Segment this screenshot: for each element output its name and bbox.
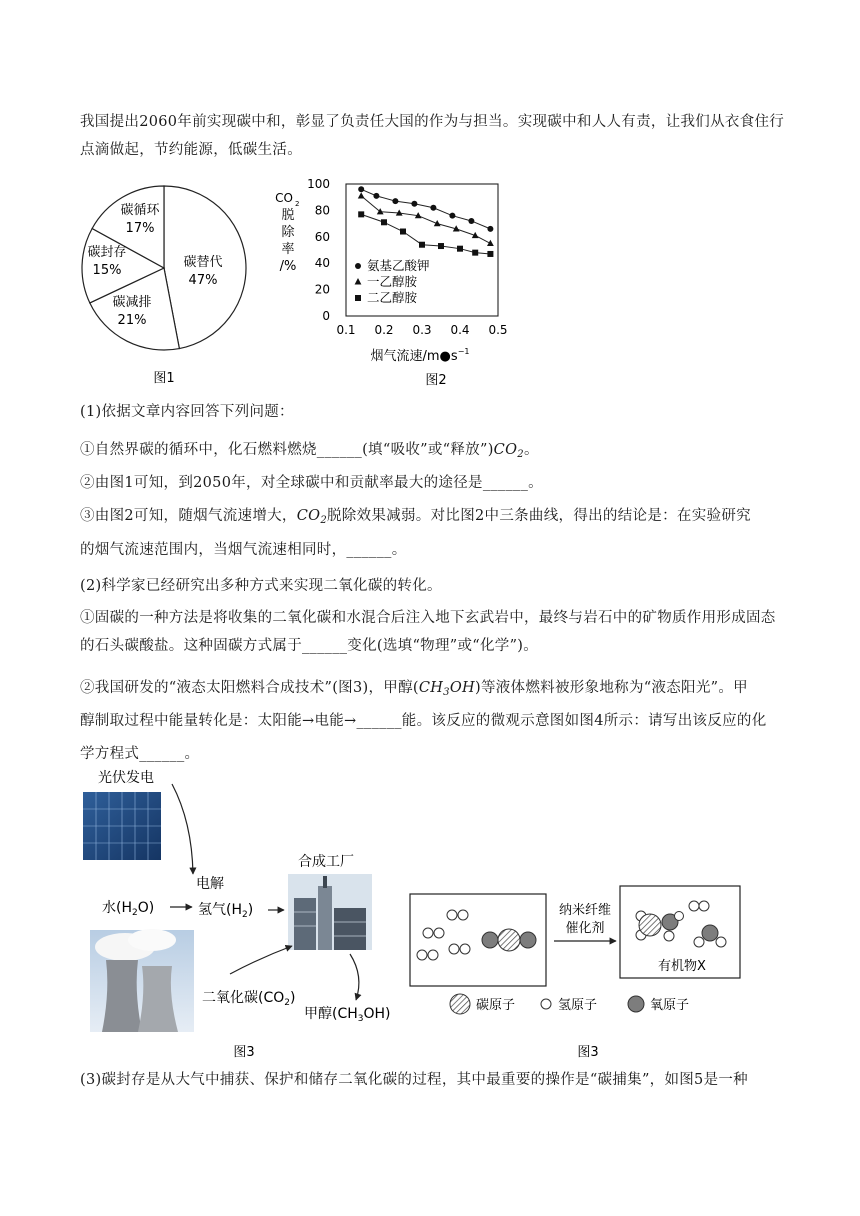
q2-item-b-line3: 学方程式______。 xyxy=(80,746,200,762)
q2-heading: (2)科学家已经研究出多种方式来实现二氧化碳的转化。 xyxy=(80,578,442,594)
fig3-hydrogen-label: 氢气$(H_2)$ xyxy=(198,902,254,920)
fig2-ylabel xyxy=(275,191,299,274)
fig2-point-square xyxy=(487,251,493,257)
legend-oxygen: 氧原子 xyxy=(650,998,690,1013)
cooling-tower-icon xyxy=(90,929,194,1032)
intro-paragraph: 我国提出2060年前实现碳中和，彰显了负责任大国的作为与担当。实现碳中和人人有责，让我们从衣食住行点滴做起，节约能源，低碳生活。 xyxy=(80,114,785,158)
fig2-point-circle xyxy=(487,226,493,232)
fig4-reaction-diagram xyxy=(404,878,750,1064)
fig2-ylabel-char: 除 xyxy=(281,225,295,240)
q1-item-c-line2: 的烟气流速范围内，当烟气流速相同时，______。 xyxy=(80,542,407,558)
q1-item-b: ②由图1可知，到2050年，对全球碳中和贡献率最大的途径是______。 xyxy=(80,475,543,491)
fig2-point-square xyxy=(381,219,387,225)
fig3-process-diagram xyxy=(80,762,420,1062)
fig4-product-label: 有机物X xyxy=(658,959,706,974)
fig2-caption: 图2 xyxy=(425,373,447,388)
q1-item-c-line1: ③由图2可知，随烟气流速增大，$CO_2$脱除效果减弱。对比图2中三条曲线，得出的结论是：在实验研究 xyxy=(80,508,751,526)
fig2-legend-marker xyxy=(355,295,361,301)
fig2-ytick: 80 xyxy=(314,203,330,218)
fig4-catalyst-label-1: 纳米纤维 xyxy=(558,903,612,918)
fig2-xtick: 0.5 xyxy=(488,323,508,337)
legend-hydrogen: 氢原子 xyxy=(558,998,598,1013)
fig2-point-square xyxy=(400,229,406,235)
fig3-methanol-label: 甲醇$(CH_3OH)$ xyxy=(304,1006,391,1024)
fig2-point-square xyxy=(457,246,463,252)
fig4-catalyst-label-2: 催化剂 xyxy=(565,921,605,936)
legend-carbon: 碳原子 xyxy=(476,998,516,1013)
pie-label-3: 碳封存 xyxy=(87,245,127,260)
fig2-ytick: 20 xyxy=(314,282,330,297)
fig3-electrolysis-label: 电解 xyxy=(196,876,224,892)
q3-text: (3)碳封存是从大气中捕获、保护和储存二氧化碳的过程，其中最重要的操作是“碳捕集”，如图5是一种 xyxy=(80,1072,748,1088)
q2-item-b-line1: ②我国研发的“液态太阳燃料合成技术”(图3)，甲醇$(CH_3OH)$等液体燃料被形象地称为“液态阳光”。甲 xyxy=(80,680,748,698)
fig3-pv-label: 光伏发电 xyxy=(98,770,154,786)
fig2-ylabel-char: /% xyxy=(279,259,297,274)
fig2-point-square xyxy=(358,211,364,217)
fig2-point-triangle xyxy=(358,192,365,198)
fig2-point-circle xyxy=(392,198,398,204)
fig2-legend-label-2: 一乙醇胺 xyxy=(367,274,418,289)
fig2-point-circle xyxy=(373,193,379,199)
fig2-legend-marker xyxy=(355,263,361,269)
fig4-caption: 图3 xyxy=(577,1045,599,1060)
fig1-caption: 图1 xyxy=(153,371,175,386)
fig1-pie-chart xyxy=(74,180,254,390)
fig2-legend-label-1: 氨基乙酸钾 xyxy=(367,258,430,273)
fig2-point-triangle xyxy=(487,240,494,246)
fig2-scatter-chart xyxy=(268,172,528,390)
fig2-point-circle xyxy=(358,186,364,192)
fig2-ytick: 40 xyxy=(314,256,330,271)
fig2-ytick: 0 xyxy=(322,309,330,323)
pie-pct-4: 17% xyxy=(125,221,155,236)
fig2-legend-label-3: 二乙醇胺 xyxy=(367,290,418,305)
fig2-point-triangle xyxy=(377,208,384,214)
pie-pct-1: 47% xyxy=(188,273,218,288)
pie-pct-3: 15% xyxy=(92,263,122,278)
fig2-xtick: 0.3 xyxy=(412,323,432,337)
fig3-co2-label: 二氧化碳$(CO_2)$ xyxy=(202,990,296,1008)
pie-pct-2: 21% xyxy=(117,313,147,328)
fig2-ylabel-char: 率 xyxy=(281,242,295,257)
fig2-point-square xyxy=(438,243,444,249)
fig2-ylabel-sub: 2 xyxy=(295,200,300,208)
q2-item-b-line2: 醇制取过程中能量转化是：太阳能→电能→______能。该反应的微观示意图如图4所示：请写出该反应的化 xyxy=(80,713,767,729)
q1-heading: (1)依据文章内容回答下列问题： xyxy=(80,404,294,420)
q1-item-a: ①自然界碳的循环中，化石燃料燃烧______(填“吸收”或“释放$”)CO_2$。 xyxy=(80,442,539,460)
fig2-point-circle xyxy=(449,213,455,219)
fig2-point-circle xyxy=(430,205,436,211)
fig2-xtick: 0.4 xyxy=(450,323,470,337)
fig2-point-square xyxy=(472,250,478,256)
fig2-ylabel-char: 脱 xyxy=(281,208,295,223)
fig2-xtick: 0.1 xyxy=(336,323,356,337)
factory-icon xyxy=(288,874,372,950)
q2-item-a: ①固碳的一种方法是将收集的二氧化碳和水混合后注入地下玄武岩中，最终与岩石中的矿物质作用形成固态的石头碳酸盐。这种固碳方式属于______变化(选填“物理”或“化学”)。 xyxy=(80,610,776,654)
fig2-ytick: 100 xyxy=(307,177,330,191)
fig2-point-circle xyxy=(411,201,417,207)
fig3-caption: 图3 xyxy=(233,1045,255,1060)
fig2-point-circle xyxy=(468,218,474,224)
fig4-legend xyxy=(450,994,689,1014)
fig3-water-label: 水$(H_2O)$ xyxy=(102,900,155,918)
pie-label-1: 碳替代 xyxy=(183,255,223,270)
fig2-xtick: 0.2 xyxy=(374,323,394,337)
pie-label-4: 碳循环 xyxy=(120,203,160,218)
pie-label-2: 碳减排 xyxy=(112,295,152,310)
fig2-point-square xyxy=(419,242,425,248)
solar-panel-icon xyxy=(83,792,161,860)
fig3-factory-label: 合成工厂 xyxy=(298,854,354,870)
fig2-ytick: 60 xyxy=(314,229,330,244)
fig2-ylabel-co: CO xyxy=(275,191,293,205)
fig2-xlabel: 烟气流速$/m●s^{-1}$ xyxy=(370,347,470,364)
fig2-legend-marker xyxy=(355,278,362,285)
